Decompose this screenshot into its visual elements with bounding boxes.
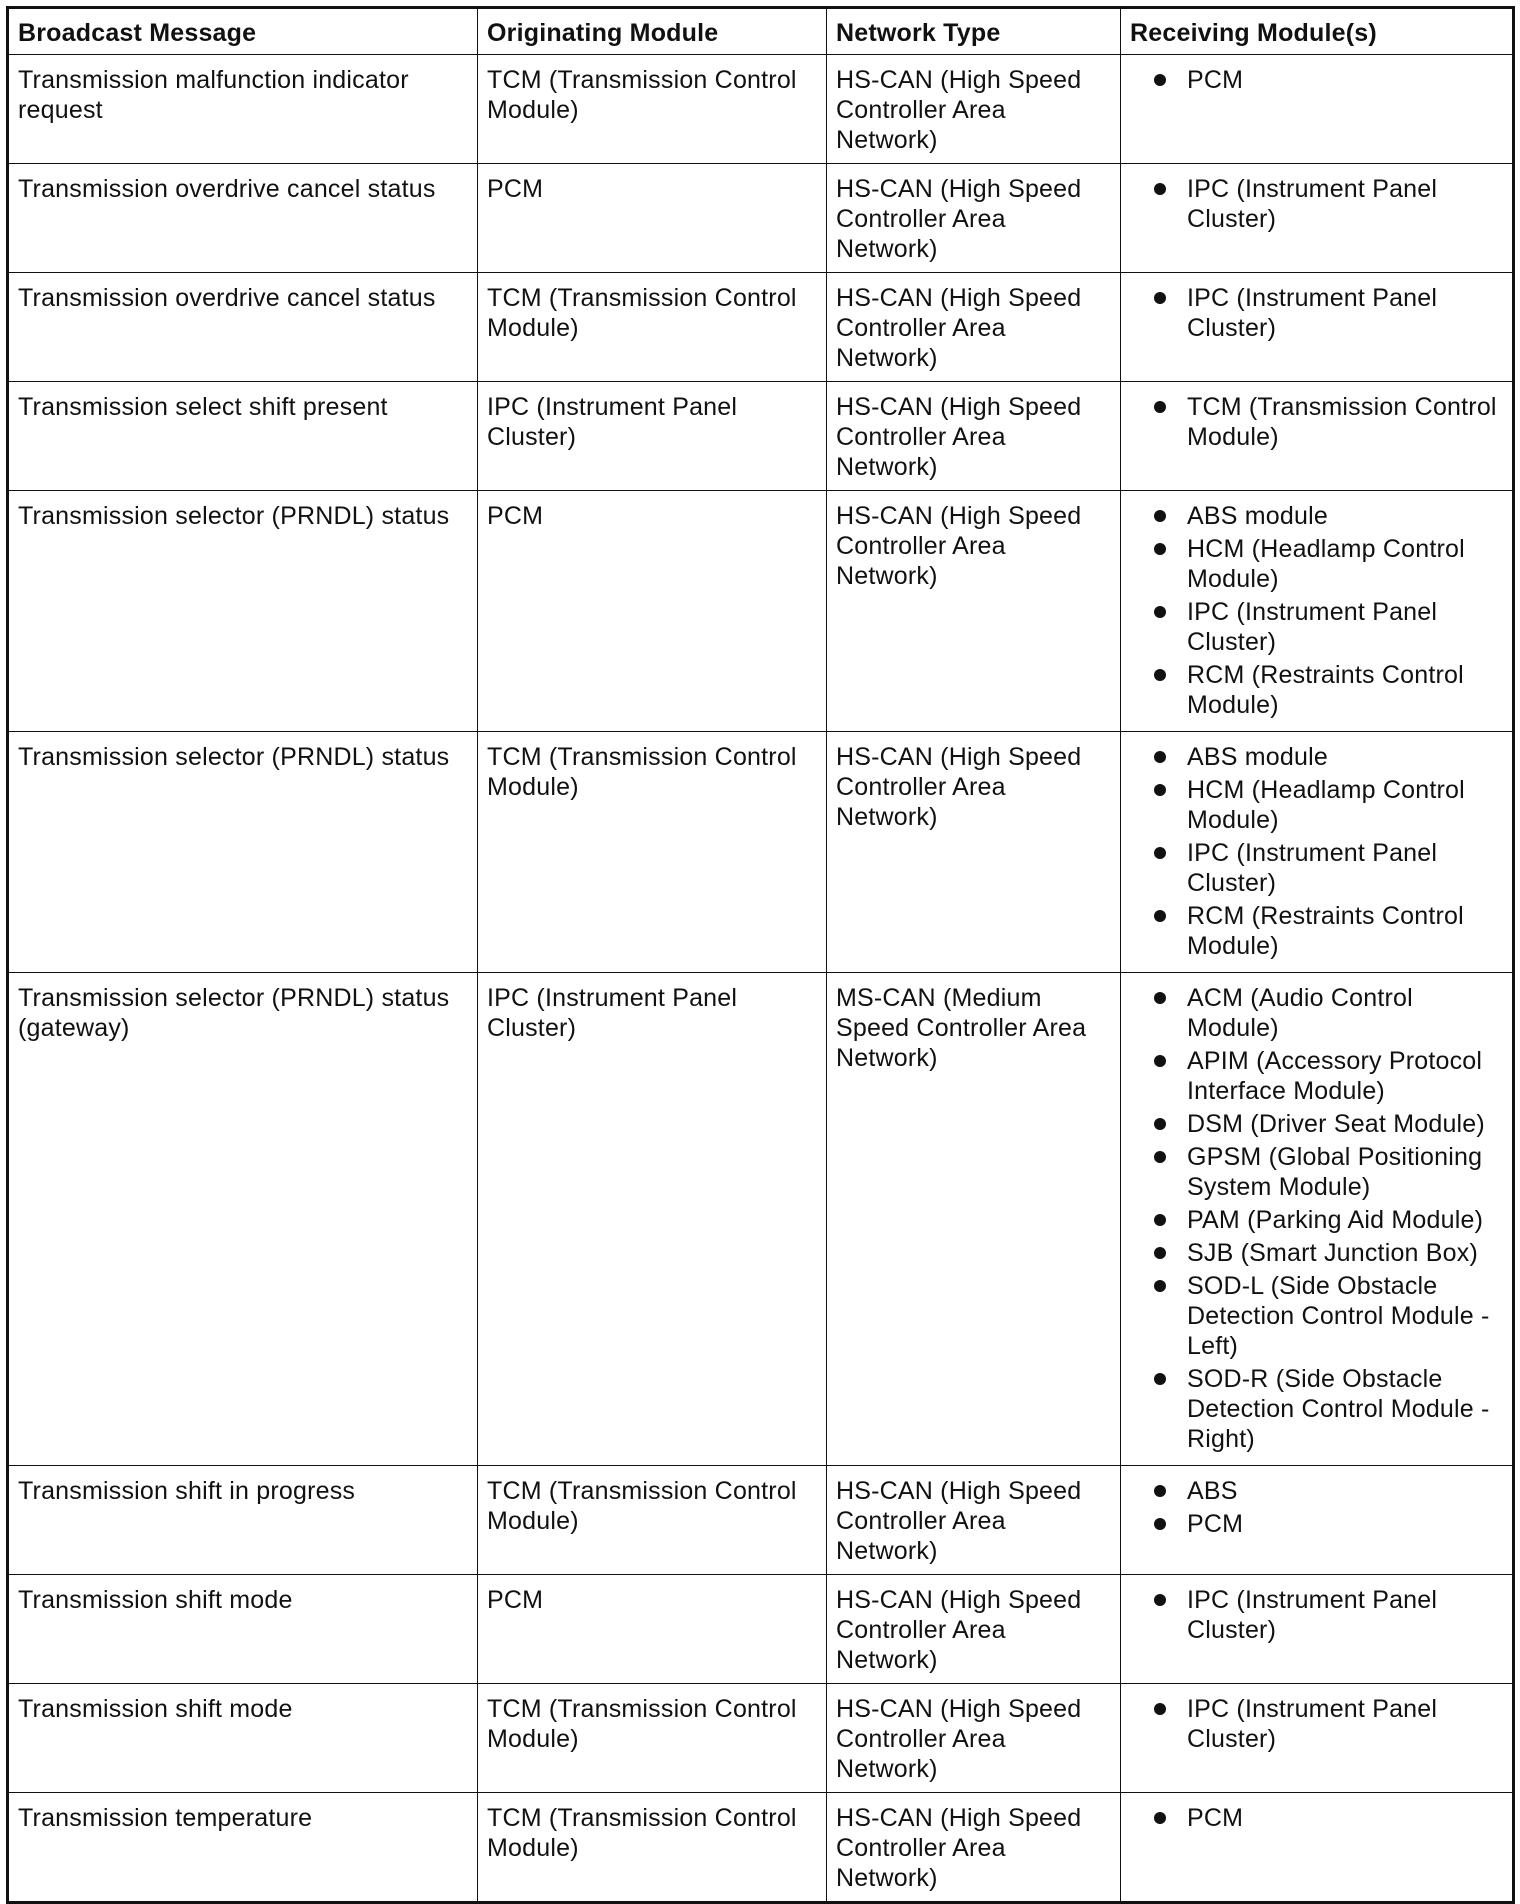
cell-receiving-modules xyxy=(1121,164,1514,273)
table-row xyxy=(8,732,1514,973)
table-row xyxy=(8,1466,1514,1575)
table-row xyxy=(8,55,1514,164)
list-item xyxy=(1130,1585,1504,1645)
cell-originating-module: IPC (Instrument Panel Cluster) xyxy=(478,973,827,1466)
receiving-module-label: SOD-R (Side Obstacle Detection Control Module - Right) xyxy=(1187,1365,1490,1453)
list-item xyxy=(1130,1142,1504,1202)
cell-network-type: HS-CAN (High Speed Controller Area Network) xyxy=(827,1684,1121,1793)
bullet-icon xyxy=(1154,1594,1166,1606)
bullet-icon xyxy=(1154,992,1166,1004)
cell-originating-module: IPC (Instrument Panel Cluster) xyxy=(478,382,827,491)
cell-network-type: HS-CAN (High Speed Controller Area Network) xyxy=(827,1575,1121,1684)
bullet-icon xyxy=(1154,183,1166,195)
bullet-icon xyxy=(1154,510,1166,522)
bullet-icon xyxy=(1154,1812,1166,1824)
list-item xyxy=(1130,742,1504,772)
cell-broadcast-message: Transmission selector (PRNDL) status xyxy=(8,491,478,732)
bullet-icon xyxy=(1154,669,1166,681)
cell-originating-module: TCM (Transmission Control Module) xyxy=(478,1684,827,1793)
cell-originating-module: TCM (Transmission Control Module) xyxy=(478,55,827,164)
list-item xyxy=(1130,901,1504,961)
cell-network-type: HS-CAN (High Speed Controller Area Network) xyxy=(827,164,1121,273)
receiving-module-label: IPC (Instrument Panel Cluster) xyxy=(1187,284,1438,342)
header-row xyxy=(8,8,1514,55)
bullet-icon xyxy=(1154,1373,1166,1385)
cell-originating-module: TCM (Transmission Control Module) xyxy=(478,732,827,973)
cell-network-type: HS-CAN (High Speed Controller Area Network) xyxy=(827,1793,1121,1903)
cell-receiving-modules xyxy=(1121,273,1514,382)
receiving-module-list xyxy=(1130,283,1504,343)
receiving-module-label: ABS module xyxy=(1187,502,1328,530)
bullet-icon xyxy=(1154,1485,1166,1497)
table-body xyxy=(8,55,1514,1903)
cell-network-type: HS-CAN (High Speed Controller Area Network) xyxy=(827,491,1121,732)
list-item xyxy=(1130,1509,1504,1539)
receiving-module-label: RCM (Restraints Control Module) xyxy=(1187,902,1464,960)
cell-receiving-modules xyxy=(1121,491,1514,732)
table-row xyxy=(8,1684,1514,1793)
receiving-module-label: PCM xyxy=(1187,1804,1244,1832)
receiving-module-label: IPC (Instrument Panel Cluster) xyxy=(1187,598,1438,656)
bullet-icon xyxy=(1154,784,1166,796)
receiving-module-label: DSM (Driver Seat Module) xyxy=(1187,1110,1485,1138)
receiving-module-label: TCM (Transmission Control Module) xyxy=(1187,393,1497,451)
table-row xyxy=(8,273,1514,382)
receiving-module-label: IPC (Instrument Panel Cluster) xyxy=(1187,1695,1438,1753)
bullet-icon xyxy=(1154,1151,1166,1163)
cell-receiving-modules xyxy=(1121,732,1514,973)
cell-broadcast-message: Transmission shift mode xyxy=(8,1575,478,1684)
cell-receiving-modules xyxy=(1121,973,1514,1466)
list-item xyxy=(1130,660,1504,720)
receiving-module-label: IPC (Instrument Panel Cluster) xyxy=(1187,175,1438,233)
table-row xyxy=(8,491,1514,732)
table-row xyxy=(8,1793,1514,1903)
cell-originating-module: PCM xyxy=(478,1575,827,1684)
receiving-module-label: HCM (Headlamp Control Module) xyxy=(1187,776,1465,834)
list-item xyxy=(1130,174,1504,234)
list-item xyxy=(1130,1271,1504,1361)
list-item xyxy=(1130,1109,1504,1139)
cell-broadcast-message: Transmission malfunction indicator request xyxy=(8,55,478,164)
cell-broadcast-message: Transmission selector (PRNDL) status (gateway) xyxy=(8,973,478,1466)
list-item xyxy=(1130,1364,1504,1454)
receiving-module-label: ACM (Audio Control Module) xyxy=(1187,984,1413,1042)
cell-broadcast-message: Transmission overdrive cancel status xyxy=(8,164,478,273)
cell-receiving-modules xyxy=(1121,1684,1514,1793)
bullet-icon xyxy=(1154,1247,1166,1259)
receiving-module-label: IPC (Instrument Panel Cluster) xyxy=(1187,839,1438,897)
header-receiving-modules: Receiving Module(s) xyxy=(1121,8,1514,55)
list-item xyxy=(1130,534,1504,594)
bullet-icon xyxy=(1154,401,1166,413)
receiving-module-label: PCM xyxy=(1187,66,1244,94)
bullet-icon xyxy=(1154,910,1166,922)
broadcast-message-table xyxy=(6,6,1515,1904)
cell-receiving-modules xyxy=(1121,1793,1514,1903)
cell-network-type: HS-CAN (High Speed Controller Area Network) xyxy=(827,273,1121,382)
receiving-module-label: PCM xyxy=(1187,1510,1244,1538)
receiving-module-label: GPSM (Global Positioning System Module) xyxy=(1187,1143,1483,1201)
bullet-icon xyxy=(1154,847,1166,859)
table-row xyxy=(8,973,1514,1466)
bullet-icon xyxy=(1154,1280,1166,1292)
cell-network-type: HS-CAN (High Speed Controller Area Network) xyxy=(827,55,1121,164)
receiving-module-list xyxy=(1130,392,1504,452)
cell-broadcast-message: Transmission select shift present xyxy=(8,382,478,491)
table-row xyxy=(8,382,1514,491)
cell-network-type: HS-CAN (High Speed Controller Area Network) xyxy=(827,1466,1121,1575)
receiving-module-label: SJB (Smart Junction Box) xyxy=(1187,1239,1479,1267)
cell-receiving-modules xyxy=(1121,55,1514,164)
list-item xyxy=(1130,283,1504,343)
cell-originating-module: TCM (Transmission Control Module) xyxy=(478,1466,827,1575)
bullet-icon xyxy=(1154,751,1166,763)
cell-originating-module: PCM xyxy=(478,164,827,273)
cell-broadcast-message: Transmission overdrive cancel status xyxy=(8,273,478,382)
receiving-module-list xyxy=(1130,1476,1504,1539)
cell-broadcast-message: Transmission shift in progress xyxy=(8,1466,478,1575)
list-item xyxy=(1130,983,1504,1043)
receiving-module-list xyxy=(1130,1694,1504,1754)
cell-receiving-modules xyxy=(1121,1575,1514,1684)
list-item xyxy=(1130,501,1504,531)
receiving-module-label: APIM (Accessory Protocol Interface Module) xyxy=(1187,1047,1483,1105)
receiving-module-label: ABS module xyxy=(1187,743,1328,771)
list-item xyxy=(1130,1205,1504,1235)
bullet-icon xyxy=(1154,292,1166,304)
cell-network-type: MS-CAN (Medium Speed Controller Area Network) xyxy=(827,973,1121,1466)
receiving-module-list xyxy=(1130,1585,1504,1645)
list-item xyxy=(1130,392,1504,452)
header-originating-module: Originating Module xyxy=(478,8,827,55)
cell-broadcast-message: Transmission shift mode xyxy=(8,1684,478,1793)
bullet-icon xyxy=(1154,543,1166,555)
receiving-module-label: SOD-L (Side Obstacle Detection Control Module - Left) xyxy=(1187,1272,1490,1360)
list-item xyxy=(1130,1694,1504,1754)
receiving-module-list xyxy=(1130,65,1504,95)
bullet-icon xyxy=(1154,1518,1166,1530)
receiving-module-list xyxy=(1130,174,1504,234)
list-item xyxy=(1130,597,1504,657)
cell-originating-module: TCM (Transmission Control Module) xyxy=(478,273,827,382)
bullet-icon xyxy=(1154,1214,1166,1226)
bullet-icon xyxy=(1154,606,1166,618)
receiving-module-label: IPC (Instrument Panel Cluster) xyxy=(1187,1586,1438,1644)
header-network-type: Network Type xyxy=(827,8,1121,55)
cell-broadcast-message: Transmission selector (PRNDL) status xyxy=(8,732,478,973)
cell-receiving-modules xyxy=(1121,1466,1514,1575)
bullet-icon xyxy=(1154,1055,1166,1067)
cell-network-type: HS-CAN (High Speed Controller Area Network) xyxy=(827,732,1121,973)
list-item xyxy=(1130,1238,1504,1268)
cell-broadcast-message: Transmission temperature xyxy=(8,1793,478,1903)
receiving-module-list xyxy=(1130,1803,1504,1833)
cell-network-type: HS-CAN (High Speed Controller Area Network) xyxy=(827,382,1121,491)
table-row xyxy=(8,1575,1514,1684)
list-item xyxy=(1130,838,1504,898)
receiving-module-label: HCM (Headlamp Control Module) xyxy=(1187,535,1465,593)
list-item xyxy=(1130,65,1504,95)
table-row xyxy=(8,164,1514,273)
list-item xyxy=(1130,1803,1504,1833)
cell-originating-module: TCM (Transmission Control Module) xyxy=(478,1793,827,1903)
bullet-icon xyxy=(1154,1118,1166,1130)
receiving-module-list xyxy=(1130,501,1504,720)
bullet-icon xyxy=(1154,74,1166,86)
receiving-module-label: ABS xyxy=(1187,1477,1238,1505)
list-item xyxy=(1130,1476,1504,1506)
header-broadcast-message: Broadcast Message xyxy=(8,8,478,55)
cell-originating-module: PCM xyxy=(478,491,827,732)
receiving-module-list xyxy=(1130,983,1504,1454)
receiving-module-label: RCM (Restraints Control Module) xyxy=(1187,661,1464,719)
receiving-module-list xyxy=(1130,742,1504,961)
bullet-icon xyxy=(1154,1703,1166,1715)
list-item xyxy=(1130,1046,1504,1106)
cell-receiving-modules xyxy=(1121,382,1514,491)
receiving-module-label: PAM (Parking Aid Module) xyxy=(1187,1206,1484,1234)
list-item xyxy=(1130,775,1504,835)
